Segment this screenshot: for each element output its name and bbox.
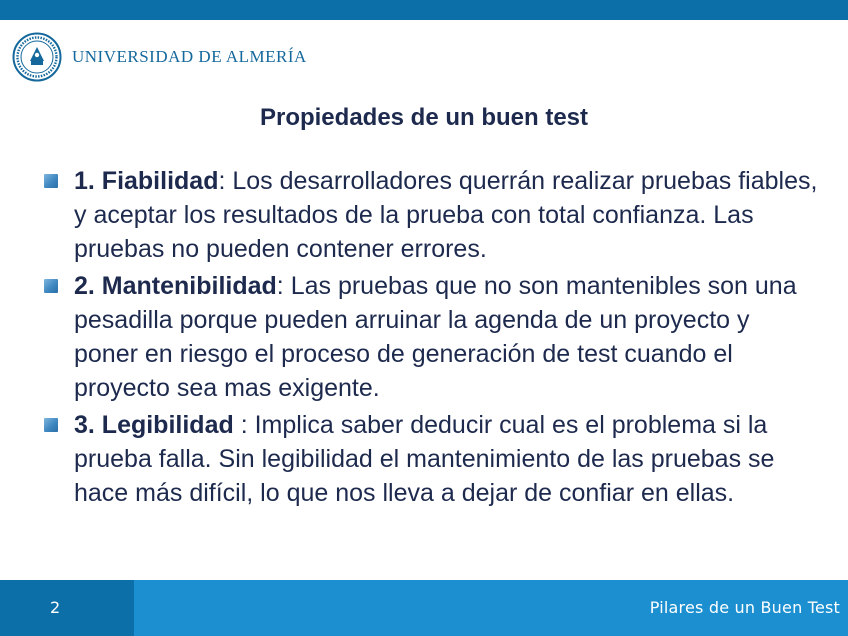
- footer-left-panel: [0, 580, 134, 636]
- bullet-heading: 2. Mantenibilidad: [74, 272, 277, 300]
- university-name: UNIVERSIDAD DE ALMERÍA: [72, 47, 307, 66]
- bullet-text: : Implica saber deducir cual es el problema si la prueba falla. Sin legibilidad el mantenimiento de las pruebas se hace más difícil, lo que nos lleva a dejar de confiar en ellas.: [74, 411, 775, 507]
- slide-title: Propiedades de un buen test: [259, 104, 589, 131]
- bullet-item-mantenibilidad: [40, 269, 820, 405]
- square-bullet-icon: [44, 174, 58, 188]
- bullet-text: : Los desarrolladores querrán realizar pruebas fiables, y aceptar los resultados de la prueba con total confianza. Las pruebas no pueden contener errores.: [74, 167, 818, 263]
- bullet-item-fiabilidad: [40, 164, 820, 266]
- bullet-list: [40, 164, 820, 513]
- bullet-heading: 3. Legibilidad: [74, 411, 234, 439]
- bullet-heading: 1. Fiabilidad: [74, 167, 219, 195]
- bullet-item-legibilidad: [40, 408, 820, 510]
- page-number: 2: [50, 598, 61, 617]
- bullet-text: : Las pruebas que no son mantenibles son una pesadilla porque pueden arruinar la agenda de un proyecto y poner en riesgo el proceso de generación de test cuando el proyecto sea mas exigente.: [74, 272, 797, 402]
- top-bar: [0, 0, 848, 20]
- square-bullet-icon: [44, 279, 58, 293]
- university-seal-icon: [12, 32, 62, 82]
- university-logo: [12, 32, 307, 82]
- footer-title: Pilares de un Buen Test: [649, 598, 840, 617]
- square-bullet-icon: [44, 418, 58, 432]
